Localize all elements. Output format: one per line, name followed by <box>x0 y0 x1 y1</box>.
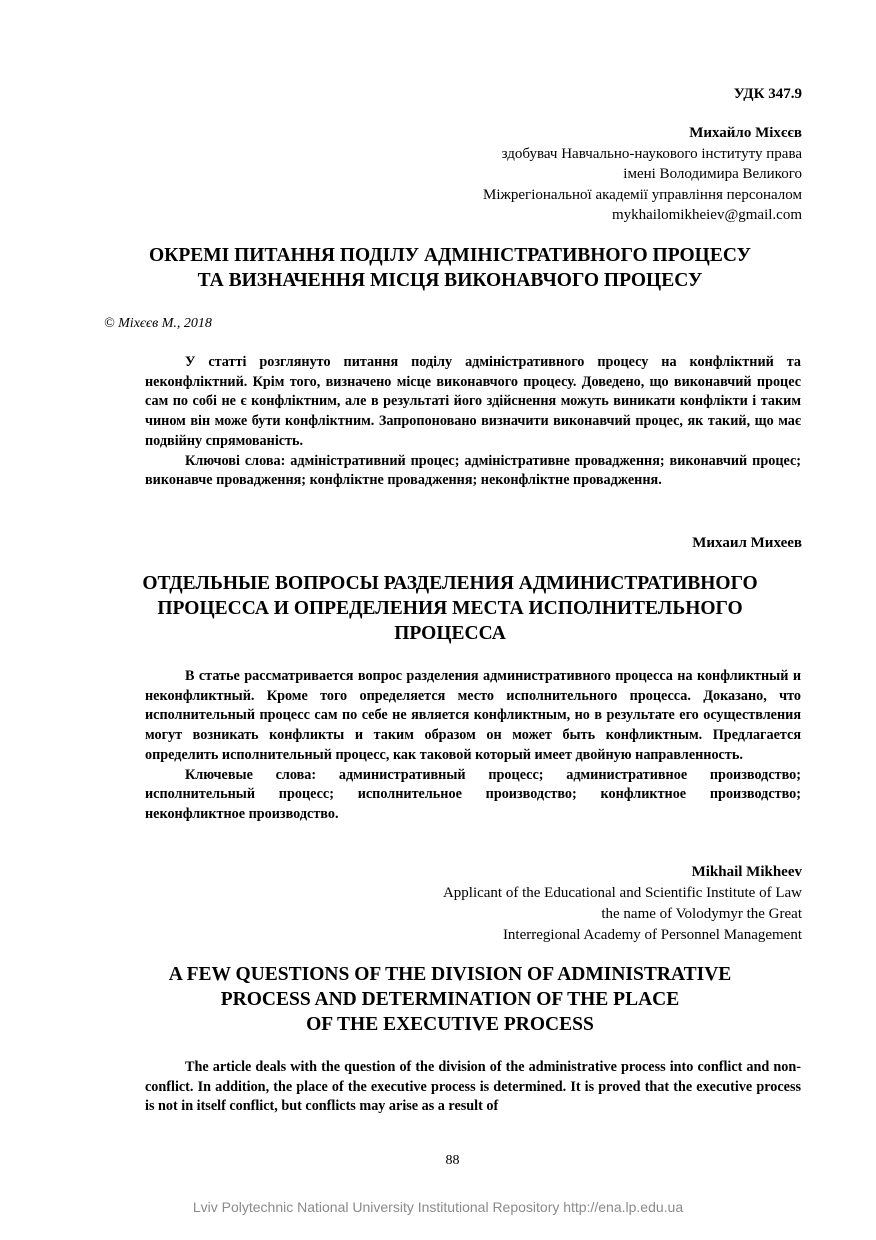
affiliation-line: Interregional Academy of Personnel Management <box>502 927 802 943</box>
affiliation-line: Міжрегіональної академії управління персоналом <box>483 186 802 203</box>
keywords-ru: Ключевые слова: административный процесс; административное производство; исполнительный процесс; исполнительное производство; конфликтное производство; неконфликтное производство. <box>145 766 801 822</box>
title-ua <box>100 243 800 293</box>
abstract-text-ua: У статті розглянуто питання поділу адміністративного процесу на конфліктний та неконфліктний. Крім того, визначено місце виконавчого процесу. Доведено, що виконавчий процес сам по собі не є конфліктним, але в результаті його здійснення можуть виникати конфлікти і таким чином він може бути конфліктним. Запропоновано визначити виконавчий процес, як такий, що має подвійну спрямованість. <box>145 354 801 449</box>
title-line: ПРОЦЕССА <box>394 623 506 644</box>
abstract-ru <box>145 667 801 825</box>
affiliation-line: Applicant of the Educational and Scientific Institute of Law <box>442 885 802 901</box>
title-line: A FEW QUESTIONS OF THE DIVISION OF ADMINISTRATIVE <box>168 964 732 985</box>
repository-footer[interactable]: Lviv Polytechnic National University Institutional Repository http://ena.lp.edu.ua <box>192 1199 684 1215</box>
keywords-ua: Ключові слова: адміністративний процес; адміністративне провадження; виконавчий процес; виконавче провадження; конфліктне провадження; неконфліктне провадження. <box>145 452 801 489</box>
title-ru <box>100 571 800 646</box>
author-email[interactable]: mykhailomikheiev@gmail.com <box>611 207 802 223</box>
affiliation-line: the name of Volodymyr the Great <box>601 906 802 922</box>
author-name-en: Mikhail Mikheev <box>691 864 802 880</box>
title-en <box>100 962 800 1037</box>
author-block-en <box>443 862 802 946</box>
abstract-text-en: The article deals with the question of the division of the administrative process into conflict and non-conflict. In addition, the place of the executive process is determined. It is proved that the executive process is not in itself conflict, but conflicts may arise as a result of <box>145 1059 801 1115</box>
affiliation-line: здобувач Навчально-наукового інституту права <box>501 145 802 162</box>
page-number: 88 <box>445 1153 460 1168</box>
author-block-ua <box>483 123 802 226</box>
title-line: PROCESS AND DETERMINATION OF THE PLACE <box>220 989 680 1010</box>
udk-code: УДК 347.9 <box>733 86 802 102</box>
title-line: OF THE EXECUTIVE PROCESS <box>306 1014 594 1035</box>
abstract-en <box>145 1058 801 1117</box>
author-name-ru: Михаил Михеев <box>692 535 802 551</box>
title-line: ПРОЦЕССА И ОПРЕДЕЛЕНИЯ МЕСТА ИСПОЛНИТЕЛЬНОГО <box>157 598 743 619</box>
abstract-ua <box>145 353 801 491</box>
author-name-ua: Михайло Міхєєв <box>689 125 802 141</box>
affiliation-line: імені Володимира Великого <box>623 166 802 182</box>
abstract-text-ru: В статье рассматривается вопрос разделения административного процесса на конфликтный и неконфликтный. Кроме того определяется место исполнительного процесса. Доказано, что исполнительный процесс сам по себе не является конфликтным, но в результате его осуществления могут возникать конфликты и таким образом он может быть конфликтным. Предлагается определить исполнительный процесс, как таковой который имеет двойную направленность. <box>145 668 801 763</box>
copyright: © Міхєєв М., 2018 <box>104 316 212 331</box>
title-line: ТА ВИЗНАЧЕННЯ МІСЦЯ ВИКОНАВЧОГО ПРОЦЕСУ <box>197 270 703 291</box>
title-line: ОТДЕЛЬНЫЕ ВОПРОСЫ РАЗДЕЛЕНИЯ АДМИНИСТРАТИВНОГО <box>142 573 758 594</box>
title-line: ОКРЕМІ ПИТАННЯ ПОДІЛУ АДМІНІСТРАТИВНОГО ПРОЦЕСУ <box>149 245 751 266</box>
